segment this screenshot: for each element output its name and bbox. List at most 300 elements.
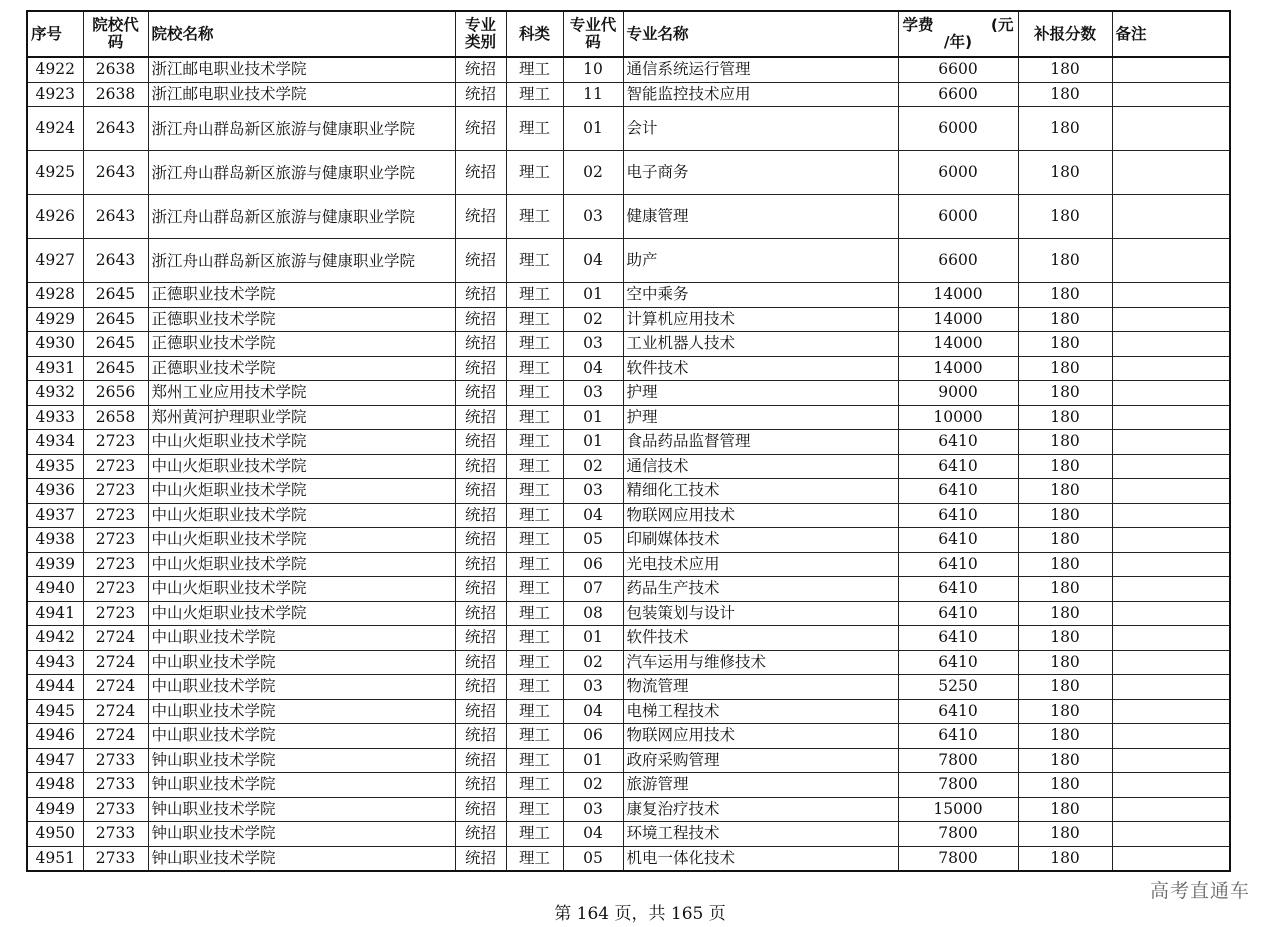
cell-school-code: 2723 — [83, 503, 148, 528]
cell-school-name: 中山职业技术学院 — [148, 626, 455, 651]
cell-fee: 6000 — [898, 195, 1018, 239]
cell-school-code: 2643 — [83, 239, 148, 283]
cell-major-name: 智能监控技术应用 — [623, 82, 898, 107]
cell-score: 180 — [1018, 503, 1112, 528]
cell-major-code: 05 — [563, 528, 623, 553]
cell-major-name: 护理 — [623, 405, 898, 430]
cell-seq: 4948 — [27, 773, 83, 798]
cell-major-type: 统招 — [455, 601, 506, 626]
cell-score: 180 — [1018, 675, 1112, 700]
cell-major-type: 统招 — [455, 283, 506, 308]
cell-school-code: 2733 — [83, 797, 148, 822]
cell-note — [1112, 577, 1230, 602]
cell-fee: 6410 — [898, 724, 1018, 749]
cell-major-type: 统招 — [455, 356, 506, 381]
cell-major-type: 统招 — [455, 675, 506, 700]
header-seq: 序号 — [27, 11, 83, 57]
cell-major-code: 03 — [563, 332, 623, 357]
cell-subject: 理工 — [506, 650, 563, 675]
cell-seq: 4934 — [27, 430, 83, 455]
cell-seq: 4951 — [27, 846, 83, 871]
cell-major-name: 印刷媒体技术 — [623, 528, 898, 553]
cell-note — [1112, 239, 1230, 283]
table-row — [27, 57, 1230, 82]
cell-school-name: 钟山职业技术学院 — [148, 748, 455, 773]
cell-major-name: 助产 — [623, 239, 898, 283]
cell-note — [1112, 454, 1230, 479]
cell-note — [1112, 626, 1230, 651]
cell-seq: 4941 — [27, 601, 83, 626]
cell-major-type: 统招 — [455, 151, 506, 195]
cell-fee: 7800 — [898, 748, 1018, 773]
cell-school-name: 中山火炬职业技术学院 — [148, 454, 455, 479]
cell-score: 180 — [1018, 748, 1112, 773]
cell-school-code: 2645 — [83, 307, 148, 332]
cell-school-code: 2638 — [83, 57, 148, 82]
cell-seq: 4928 — [27, 283, 83, 308]
cell-fee: 6410 — [898, 626, 1018, 651]
cell-major-name: 通信系统运行管理 — [623, 57, 898, 82]
cell-school-code: 2723 — [83, 454, 148, 479]
cell-major-name: 物联网应用技术 — [623, 503, 898, 528]
header-note: 备注 — [1112, 11, 1230, 57]
supplementary-admission-table — [26, 10, 1231, 872]
cell-school-name: 正德职业技术学院 — [148, 356, 455, 381]
watermark-brand: 高考直通车 — [1149, 880, 1250, 902]
cell-score: 180 — [1018, 479, 1112, 504]
cell-major-type: 统招 — [455, 724, 506, 749]
cell-major-code: 01 — [563, 626, 623, 651]
cell-school-name: 浙江舟山群岛新区旅游与健康职业学院 — [148, 107, 455, 151]
cell-major-code: 04 — [563, 356, 623, 381]
cell-school-code: 2733 — [83, 846, 148, 871]
table-row — [27, 107, 1230, 151]
cell-major-type: 统招 — [455, 430, 506, 455]
table-row — [27, 846, 1230, 871]
cell-score: 180 — [1018, 699, 1112, 724]
cell-school-name: 中山职业技术学院 — [148, 724, 455, 749]
cell-fee: 14000 — [898, 332, 1018, 357]
cell-major-name: 电子商务 — [623, 151, 898, 195]
admission-table-sheet — [26, 10, 1229, 872]
cell-major-name: 食品药品监督管理 — [623, 430, 898, 455]
cell-fee: 14000 — [898, 356, 1018, 381]
table-row — [27, 307, 1230, 332]
cell-major-type: 统招 — [455, 332, 506, 357]
cell-school-name: 郑州工业应用技术学院 — [148, 381, 455, 406]
cell-subject: 理工 — [506, 307, 563, 332]
header-major-name: 专业名称 — [623, 11, 898, 57]
cell-subject: 理工 — [506, 846, 563, 871]
cell-major-code: 01 — [563, 283, 623, 308]
cell-note — [1112, 405, 1230, 430]
cell-major-type: 统招 — [455, 381, 506, 406]
cell-school-code: 2643 — [83, 195, 148, 239]
cell-school-code: 2723 — [83, 430, 148, 455]
cell-subject: 理工 — [506, 797, 563, 822]
cell-note — [1112, 650, 1230, 675]
cell-fee: 14000 — [898, 307, 1018, 332]
cell-note — [1112, 356, 1230, 381]
cell-subject: 理工 — [506, 503, 563, 528]
cell-note — [1112, 195, 1230, 239]
cell-major-type: 统招 — [455, 82, 506, 107]
header-school-name: 院校名称 — [148, 11, 455, 57]
cell-score: 180 — [1018, 332, 1112, 357]
cell-school-name: 浙江邮电职业技术学院 — [148, 82, 455, 107]
cell-fee: 6600 — [898, 239, 1018, 283]
header-fee-unit-open: (元 — [990, 16, 1014, 34]
cell-subject: 理工 — [506, 381, 563, 406]
cell-school-name: 浙江舟山群岛新区旅游与健康职业学院 — [148, 195, 455, 239]
cell-note — [1112, 82, 1230, 107]
cell-fee: 6410 — [898, 454, 1018, 479]
cell-note — [1112, 503, 1230, 528]
cell-major-code: 03 — [563, 479, 623, 504]
cell-major-code: 03 — [563, 797, 623, 822]
cell-seq: 4947 — [27, 748, 83, 773]
table-row — [27, 283, 1230, 308]
header-school-code: 院校代码 — [83, 11, 148, 57]
cell-school-code: 2733 — [83, 748, 148, 773]
cell-fee: 6410 — [898, 528, 1018, 553]
cell-school-code: 2733 — [83, 822, 148, 847]
cell-subject: 理工 — [506, 822, 563, 847]
cell-subject: 理工 — [506, 107, 563, 151]
cell-major-type: 统招 — [455, 405, 506, 430]
table-row — [27, 552, 1230, 577]
cell-school-name: 中山职业技术学院 — [148, 650, 455, 675]
cell-score: 180 — [1018, 577, 1112, 602]
cell-school-code: 2723 — [83, 528, 148, 553]
cell-major-name: 旅游管理 — [623, 773, 898, 798]
cell-school-code: 2724 — [83, 724, 148, 749]
cell-major-code: 02 — [563, 650, 623, 675]
header-major-type: 专业类别 — [455, 11, 506, 57]
cell-seq: 4937 — [27, 503, 83, 528]
cell-seq: 4923 — [27, 82, 83, 107]
cell-subject: 理工 — [506, 405, 563, 430]
cell-fee: 5250 — [898, 675, 1018, 700]
cell-note — [1112, 724, 1230, 749]
cell-note — [1112, 601, 1230, 626]
cell-major-code: 07 — [563, 577, 623, 602]
cell-major-name: 包装策划与设计 — [623, 601, 898, 626]
cell-fee: 6000 — [898, 151, 1018, 195]
cell-subject: 理工 — [506, 724, 563, 749]
cell-subject: 理工 — [506, 82, 563, 107]
cell-seq: 4924 — [27, 107, 83, 151]
table-body — [27, 57, 1230, 871]
cell-seq: 4939 — [27, 552, 83, 577]
cell-major-type: 统招 — [455, 797, 506, 822]
header-subject: 科类 — [506, 11, 563, 57]
cell-school-name: 中山职业技术学院 — [148, 675, 455, 700]
cell-school-name: 中山火炬职业技术学院 — [148, 479, 455, 504]
cell-major-type: 统招 — [455, 503, 506, 528]
cell-fee: 6410 — [898, 552, 1018, 577]
cell-score: 180 — [1018, 773, 1112, 798]
cell-subject: 理工 — [506, 675, 563, 700]
cell-major-code: 02 — [563, 151, 623, 195]
cell-major-name: 政府采购管理 — [623, 748, 898, 773]
cell-subject: 理工 — [506, 748, 563, 773]
table-row — [27, 626, 1230, 651]
cell-fee: 10000 — [898, 405, 1018, 430]
cell-major-name: 康复治疗技术 — [623, 797, 898, 822]
table-row — [27, 650, 1230, 675]
cell-major-name: 空中乘务 — [623, 283, 898, 308]
cell-subject: 理工 — [506, 479, 563, 504]
cell-school-code: 2724 — [83, 675, 148, 700]
cell-note — [1112, 846, 1230, 871]
cell-fee: 14000 — [898, 283, 1018, 308]
cell-major-type: 统招 — [455, 846, 506, 871]
cell-score: 180 — [1018, 552, 1112, 577]
cell-note — [1112, 283, 1230, 308]
cell-major-name: 物流管理 — [623, 675, 898, 700]
table-row — [27, 675, 1230, 700]
table-row — [27, 748, 1230, 773]
cell-major-name: 电梯工程技术 — [623, 699, 898, 724]
cell-major-type: 统招 — [455, 57, 506, 82]
cell-major-name: 会计 — [623, 107, 898, 151]
cell-school-code: 2645 — [83, 332, 148, 357]
cell-seq: 4933 — [27, 405, 83, 430]
cell-subject: 理工 — [506, 528, 563, 553]
cell-subject: 理工 — [506, 454, 563, 479]
cell-seq: 4929 — [27, 307, 83, 332]
cell-score: 180 — [1018, 283, 1112, 308]
cell-major-type: 统招 — [455, 626, 506, 651]
cell-major-code: 04 — [563, 503, 623, 528]
cell-note — [1112, 552, 1230, 577]
cell-score: 180 — [1018, 430, 1112, 455]
cell-major-name: 通信技术 — [623, 454, 898, 479]
cell-subject: 理工 — [506, 773, 563, 798]
cell-score: 180 — [1018, 650, 1112, 675]
cell-fee: 6410 — [898, 479, 1018, 504]
cell-note — [1112, 430, 1230, 455]
cell-seq: 4926 — [27, 195, 83, 239]
cell-school-code: 2723 — [83, 577, 148, 602]
cell-fee: 7800 — [898, 846, 1018, 871]
cell-school-name: 正德职业技术学院 — [148, 307, 455, 332]
cell-major-type: 统招 — [455, 773, 506, 798]
cell-major-name: 工业机器人技术 — [623, 332, 898, 357]
cell-note — [1112, 773, 1230, 798]
cell-major-name: 汽车运用与维修技术 — [623, 650, 898, 675]
cell-school-name: 钟山职业技术学院 — [148, 773, 455, 798]
cell-school-code: 2733 — [83, 773, 148, 798]
cell-major-name: 护理 — [623, 381, 898, 406]
cell-score: 180 — [1018, 107, 1112, 151]
cell-major-type: 统招 — [455, 650, 506, 675]
cell-major-code: 03 — [563, 381, 623, 406]
cell-major-code: 01 — [563, 748, 623, 773]
header-major-code: 专业代码 — [563, 11, 623, 57]
table-row — [27, 151, 1230, 195]
cell-school-code: 2645 — [83, 356, 148, 381]
cell-major-name: 环境工程技术 — [623, 822, 898, 847]
cell-major-code: 11 — [563, 82, 623, 107]
cell-subject: 理工 — [506, 552, 563, 577]
table-row — [27, 601, 1230, 626]
table-row — [27, 430, 1230, 455]
cell-note — [1112, 151, 1230, 195]
table-row — [27, 82, 1230, 107]
cell-major-code: 02 — [563, 307, 623, 332]
cell-major-code: 03 — [563, 675, 623, 700]
cell-major-code: 05 — [563, 846, 623, 871]
table-row — [27, 773, 1230, 798]
cell-score: 180 — [1018, 307, 1112, 332]
table-row — [27, 381, 1230, 406]
cell-major-type: 统招 — [455, 699, 506, 724]
cell-school-name: 浙江舟山群岛新区旅游与健康职业学院 — [148, 151, 455, 195]
cell-fee: 9000 — [898, 381, 1018, 406]
cell-major-code: 06 — [563, 552, 623, 577]
cell-note — [1112, 822, 1230, 847]
cell-school-code: 2724 — [83, 626, 148, 651]
cell-score: 180 — [1018, 454, 1112, 479]
cell-major-type: 统招 — [455, 577, 506, 602]
cell-subject: 理工 — [506, 239, 563, 283]
table-row — [27, 503, 1230, 528]
header-fee-unit-close: /年) — [943, 33, 973, 51]
cell-subject: 理工 — [506, 332, 563, 357]
page-number: 第 164 页，共 165 页 — [554, 904, 726, 924]
cell-subject: 理工 — [506, 283, 563, 308]
cell-major-name: 药品生产技术 — [623, 577, 898, 602]
cell-major-name: 计算机应用技术 — [623, 307, 898, 332]
cell-note — [1112, 675, 1230, 700]
cell-fee: 6600 — [898, 57, 1018, 82]
cell-score: 180 — [1018, 239, 1112, 283]
cell-major-type: 统招 — [455, 107, 506, 151]
cell-school-code: 2724 — [83, 699, 148, 724]
table-row — [27, 528, 1230, 553]
cell-score: 180 — [1018, 195, 1112, 239]
cell-seq: 4942 — [27, 626, 83, 651]
cell-major-type: 统招 — [455, 239, 506, 283]
cell-school-name: 钟山职业技术学院 — [148, 797, 455, 822]
cell-seq: 4938 — [27, 528, 83, 553]
cell-note — [1112, 479, 1230, 504]
cell-seq: 4940 — [27, 577, 83, 602]
cell-fee: 6000 — [898, 107, 1018, 151]
table-row — [27, 797, 1230, 822]
cell-note — [1112, 748, 1230, 773]
cell-fee: 7800 — [898, 773, 1018, 798]
cell-seq: 4935 — [27, 454, 83, 479]
cell-seq: 4950 — [27, 822, 83, 847]
cell-subject: 理工 — [506, 577, 563, 602]
cell-major-name: 物联网应用技术 — [623, 724, 898, 749]
cell-school-code: 2723 — [83, 479, 148, 504]
cell-major-type: 统招 — [455, 552, 506, 577]
cell-score: 180 — [1018, 601, 1112, 626]
cell-school-name: 中山火炬职业技术学院 — [148, 552, 455, 577]
cell-subject: 理工 — [506, 699, 563, 724]
cell-seq: 4930 — [27, 332, 83, 357]
table-row — [27, 195, 1230, 239]
header-fee — [898, 11, 1018, 57]
cell-fee: 6600 — [898, 82, 1018, 107]
cell-score: 180 — [1018, 405, 1112, 430]
cell-note — [1112, 699, 1230, 724]
cell-school-name: 中山火炬职业技术学院 — [148, 503, 455, 528]
cell-seq: 4944 — [27, 675, 83, 700]
cell-fee: 6410 — [898, 650, 1018, 675]
table-row — [27, 356, 1230, 381]
cell-major-code: 08 — [563, 601, 623, 626]
cell-school-name: 中山火炬职业技术学院 — [148, 601, 455, 626]
cell-major-type: 统招 — [455, 195, 506, 239]
cell-major-name: 机电一体化技术 — [623, 846, 898, 871]
cell-fee: 6410 — [898, 503, 1018, 528]
cell-school-code: 2638 — [83, 82, 148, 107]
cell-school-name: 浙江舟山群岛新区旅游与健康职业学院 — [148, 239, 455, 283]
cell-school-code: 2645 — [83, 283, 148, 308]
cell-major-code: 01 — [563, 107, 623, 151]
cell-school-name: 正德职业技术学院 — [148, 283, 455, 308]
cell-major-code: 04 — [563, 822, 623, 847]
cell-seq: 4922 — [27, 57, 83, 82]
cell-note — [1112, 332, 1230, 357]
table-header-row — [27, 11, 1230, 57]
cell-major-code: 04 — [563, 699, 623, 724]
cell-score: 180 — [1018, 82, 1112, 107]
cell-fee: 6410 — [898, 699, 1018, 724]
cell-major-name: 软件技术 — [623, 626, 898, 651]
cell-fee: 6410 — [898, 430, 1018, 455]
cell-major-code: 06 — [563, 724, 623, 749]
cell-note — [1112, 797, 1230, 822]
table-row — [27, 822, 1230, 847]
cell-school-name: 浙江邮电职业技术学院 — [148, 57, 455, 82]
cell-score: 180 — [1018, 528, 1112, 553]
cell-note — [1112, 57, 1230, 82]
table-row — [27, 405, 1230, 430]
cell-fee: 6410 — [898, 577, 1018, 602]
cell-school-name: 中山火炬职业技术学院 — [148, 577, 455, 602]
table-row — [27, 699, 1230, 724]
cell-seq: 4936 — [27, 479, 83, 504]
cell-major-code: 02 — [563, 773, 623, 798]
cell-school-code: 2643 — [83, 151, 148, 195]
cell-subject: 理工 — [506, 151, 563, 195]
cell-school-name: 钟山职业技术学院 — [148, 822, 455, 847]
cell-school-name: 钟山职业技术学院 — [148, 846, 455, 871]
cell-seq: 4932 — [27, 381, 83, 406]
cell-major-type: 统招 — [455, 528, 506, 553]
cell-school-name: 中山火炬职业技术学院 — [148, 528, 455, 553]
cell-major-type: 统招 — [455, 822, 506, 847]
cell-major-code: 01 — [563, 430, 623, 455]
cell-subject: 理工 — [506, 430, 563, 455]
cell-major-name: 光电技术应用 — [623, 552, 898, 577]
cell-seq: 4949 — [27, 797, 83, 822]
cell-school-code: 2723 — [83, 601, 148, 626]
cell-note — [1112, 528, 1230, 553]
cell-score: 180 — [1018, 724, 1112, 749]
cell-major-type: 统招 — [455, 307, 506, 332]
cell-school-name: 郑州黄河护理职业学院 — [148, 405, 455, 430]
cell-note — [1112, 381, 1230, 406]
cell-school-name: 正德职业技术学院 — [148, 332, 455, 357]
header-score: 补报分数 — [1018, 11, 1112, 57]
